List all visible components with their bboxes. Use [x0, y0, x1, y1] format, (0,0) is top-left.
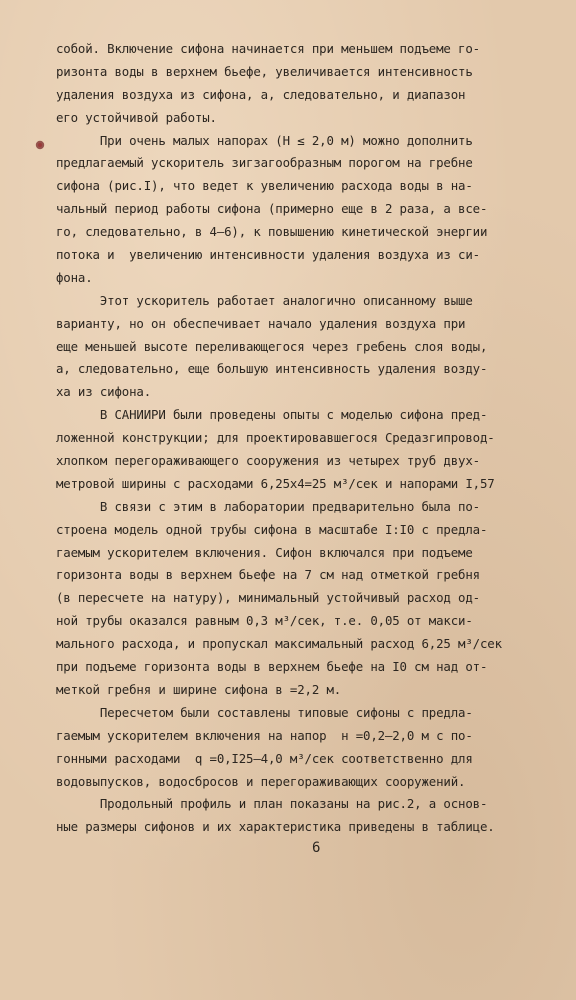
- text-line: меткой гребня и ширине сифона в =2,2 м.: [56, 681, 342, 697]
- text-line: удаления воздуха из сифона, а, следовательно, и диапазон: [56, 86, 466, 102]
- text-line: горизонта воды в верхнем бьефе на 7 см над отметкой гребня: [56, 567, 480, 583]
- text-line: ные размеры сифонов и их характеристика приведены в таблице.: [56, 819, 495, 835]
- text-line: а, следовательно, еще большую интенсивность удаления возду-: [56, 361, 488, 377]
- text-line: фона.: [56, 269, 93, 285]
- paragraph: [56, 793, 574, 839]
- text-line: В связи с этим в лаборатории предварительно была по-: [56, 498, 480, 514]
- text-line: варианту, но он обеспечивает начало удаления воздуха при: [56, 315, 466, 331]
- text-line: ной трубы оказался равным 0,3 м³/сек, т.е. 0,05 от макси-: [56, 613, 473, 629]
- text-line: ложенной конструкции; для проектировавшегося Средазгипровод-: [56, 430, 495, 446]
- text-line: потока и увеличению интенсивности удаления воздуха из си-: [56, 247, 480, 263]
- paragraph: [56, 38, 574, 130]
- text-line: Этот ускоритель работает аналогично описанному выше: [56, 292, 473, 308]
- text-line: го, следовательно, в 4–6), к повышению кинетической энергии: [56, 224, 488, 240]
- text-line: Пересчетом были составлены типовые сифоны с предла-: [56, 704, 473, 720]
- paragraph: [56, 290, 574, 404]
- text-line: Продольный профиль и план показаны на рис.2, а основ-: [56, 796, 488, 812]
- text-line: В САНИИРИ были проведены опыты с моделью сифона пред-: [56, 407, 488, 423]
- text-line: гаемым ускорителем включения. Сифон включался при подъеме: [56, 544, 473, 560]
- paragraph: [56, 702, 574, 794]
- text-line: предлагаемый ускоритель зигзагообразным порогом на гребне: [56, 155, 473, 171]
- ink-blot-mark: [34, 136, 46, 148]
- text-line: чальный период работы сифона (примерно еще в 2 раза, а все-: [56, 201, 488, 217]
- text-line: (в пересчете на натуру), минимальный устойчивый расход од-: [56, 590, 480, 606]
- text-line: собой. Включение сифона начинается при меньшем подъеме го-: [56, 41, 480, 56]
- body-text: [56, 38, 574, 839]
- paragraph: [56, 130, 574, 290]
- text-line: При очень малых напорах (Н ≤ 2,0 м) можно дополнить: [56, 132, 473, 148]
- text-line: его устойчивой работы.: [56, 109, 217, 125]
- text-line: метровой ширины с расходами 6,25х4=25 м³/сек и напорами I,57: [56, 475, 495, 491]
- text-line: водовыпусков, водосбросов и перегораживающих сооружений.: [56, 773, 466, 789]
- text-line: ризонта воды в верхнем бьефе, увеличивается интенсивность: [56, 63, 473, 79]
- text-line: еще меньшей высоте переливающегося через гребень слоя воды,: [56, 338, 488, 354]
- page-number: 6: [312, 840, 321, 856]
- text-line: при подъеме горизонта воды в верхнем бьефе на I0 см над от-: [56, 659, 488, 675]
- paragraph: [56, 404, 574, 702]
- text-line: мального расхода, и пропускал максимальный расход 6,25 м³/сек: [56, 636, 502, 652]
- text-line: гаемым ускорителем включения на напор н =0,2–2,0 м с по-: [56, 727, 473, 743]
- text-line: хлопком перегораживающего сооружения из четырех труб двух-: [56, 453, 480, 469]
- text-line: гонными расходами q =0,I25–4,0 м³/сек соответственно для: [56, 750, 473, 766]
- text-line: ха из сифона.: [56, 384, 152, 400]
- text-line: строена модель одной трубы сифона в масштабе I:I0 с предла-: [56, 521, 488, 537]
- text-line: сифона (рис.I), что ведет к увеличению расхода воды в на-: [56, 178, 473, 194]
